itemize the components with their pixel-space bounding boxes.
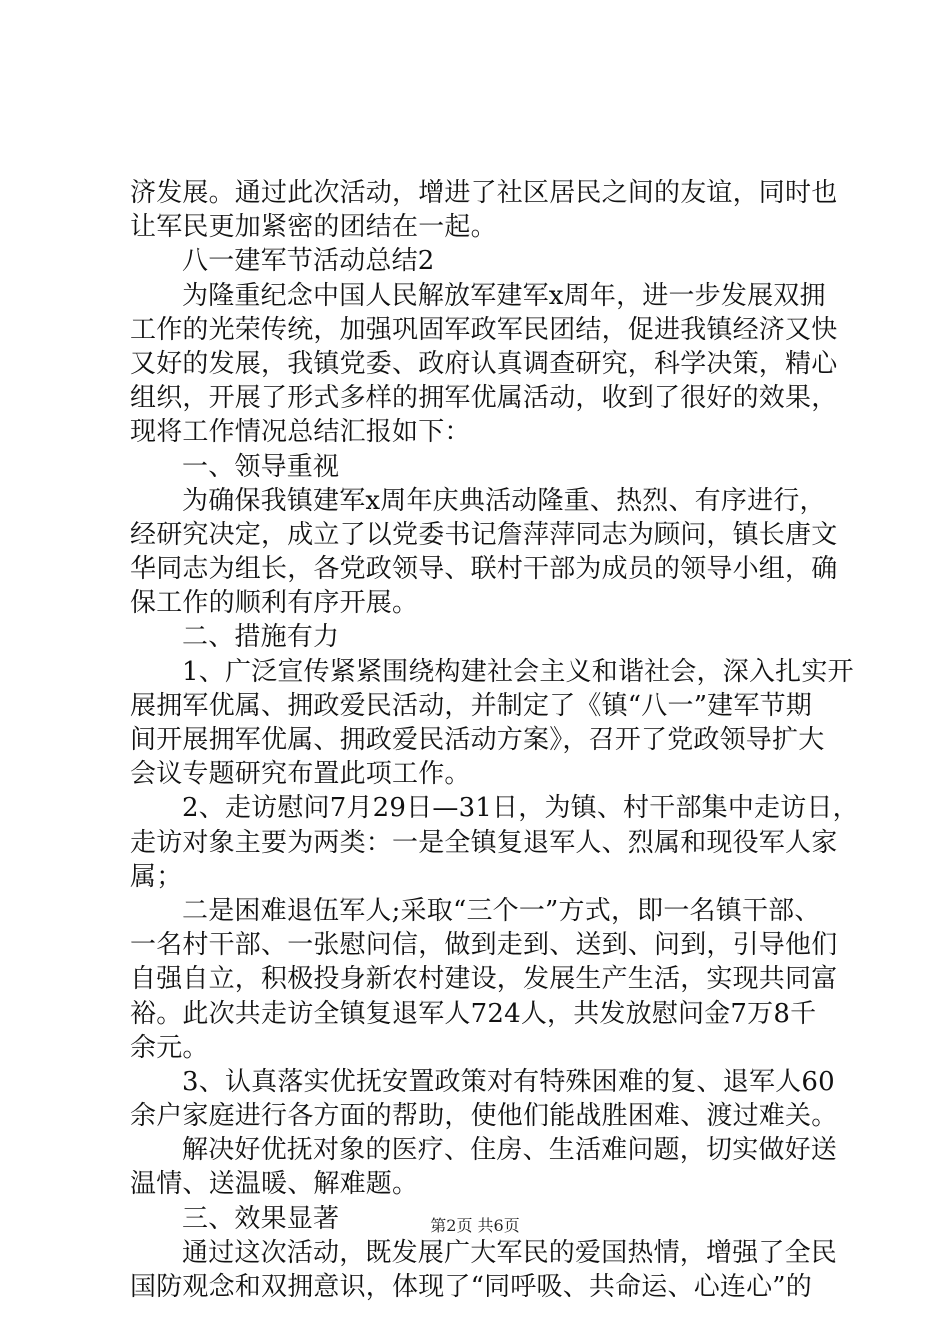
text-line: 解决好优抚对象的医疗、住房、生活难问题，切实做好送 (182, 1135, 838, 1166)
text-line: 国防观念和双拥意识，体现了“同呼吸、共命运、心连心”的 (130, 1272, 812, 1302)
text-line: 2、走访慰问7月29日—31日，为镇、村干部集中走访日， (182, 793, 859, 824)
text-line: 余户家庭进行各方面的帮助，使他们能战胜困难、渡过难关。 (130, 1101, 838, 1132)
text-line: 经研究决定，成立了以党委书记詹萍萍同志为顾问，镇长唐文 (130, 519, 838, 550)
text-line: 济发展。通过此次活动，增进了社区居民之间的友谊，同时也 (130, 178, 838, 208)
text-line: 温情、送温暖、解难题。 (130, 1169, 419, 1200)
text-line: 组织，开展了形式多样的拥军优属活动，收到了很好的效果， (130, 383, 838, 414)
text-line: 走访对象主要为两类：一是全镇复退军人、烈属和现役军人家 (130, 827, 838, 858)
text-line: 自强自立，积极投身新农村建设，发展生产生活，实现共同富 (130, 964, 838, 995)
text-line: 为确保我镇建军x周年庆典活动隆重、热烈、有序进行， (182, 485, 826, 516)
text-line: 保工作的顺利有序开展。 (130, 588, 419, 619)
text-line: 八一建军节活动总结2 (182, 246, 435, 277)
text-line: 裕。此次共走访全镇复退军人724人，共发放慰问金7万8千 (130, 998, 817, 1029)
text-line: 三、效果显著 (182, 1203, 340, 1234)
text-line: 二是困难退伍军人;采取“三个一”方式，即一名镇干部、 (182, 895, 821, 926)
text-line: 二、措施有力 (182, 622, 340, 653)
text-line: 让军民更加紧密的团结在一起。 (130, 212, 497, 243)
text-line: 为隆重纪念中国人民解放军建军x周年，进一步发展双拥 (182, 280, 826, 311)
text-line: 间开展拥军优属、拥政爱民活动方案》，召开了党政领导扩大 (130, 725, 825, 755)
text-line: 属； (130, 861, 183, 892)
document-body (130, 176, 859, 1304)
text-line: 工作的光荣传统，加强巩固军政军民团结，促进我镇经济又快 (130, 314, 838, 345)
text-line: 通过这次活动，既发展广大军民的爱国热情，增强了全民 (182, 1237, 838, 1268)
text-line: 1、广泛宣传紧紧围绕构建社会主义和谐社会，深入扎实开 (182, 656, 854, 687)
text-line: 华同志为组长，各党政领导、联村干部为成员的领导小组，确 (130, 554, 838, 585)
page-footer: 第2页 共6页 (430, 1216, 520, 1235)
text-line: 余元。 (130, 1032, 209, 1063)
text-line: 现将工作情况总结汇报如下： (130, 417, 471, 448)
text-line: 会议专题研究布置此项工作。 (130, 759, 471, 790)
text-line: 展拥军优属、拥政爱民活动，并制定了《镇“八一”建军节期 (130, 690, 812, 721)
text-line: 一、领导重视 (182, 451, 340, 482)
text-line: 3、认真落实优抚安置政策对有特殊困难的复、退军人60 (182, 1066, 835, 1097)
text-line: 一名村干部、一张慰问信，做到走到、送到、问到，引导他们 (130, 930, 838, 961)
text-line: 又好的发展，我镇党委、政府认真调查研究，科学决策，精心 (130, 348, 838, 379)
